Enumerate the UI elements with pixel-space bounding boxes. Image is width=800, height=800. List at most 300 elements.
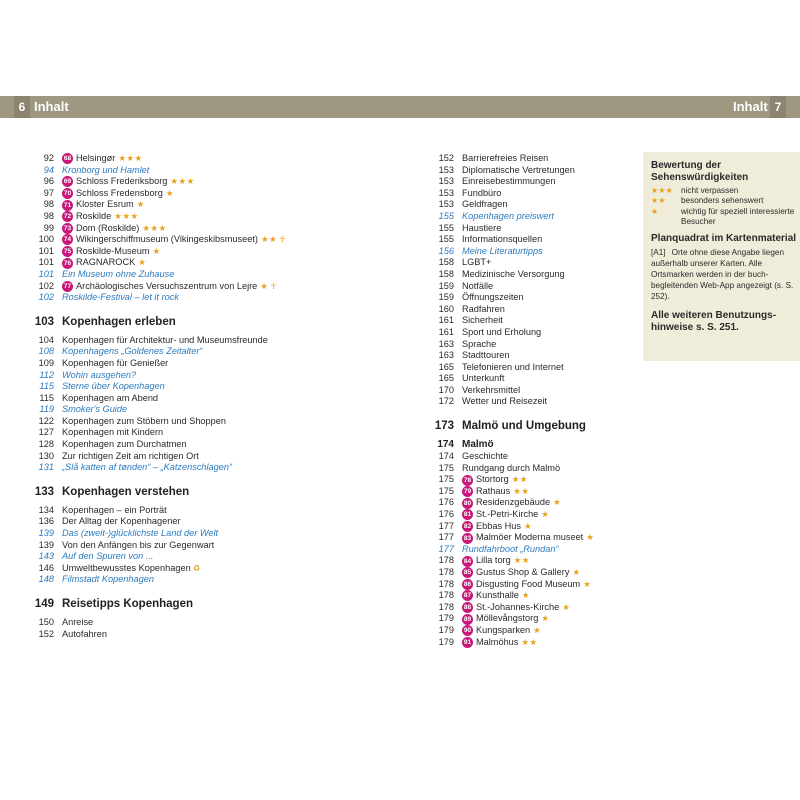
entry-content xyxy=(462,625,541,637)
entry-title: Stadttouren xyxy=(462,350,510,361)
spacer xyxy=(27,474,367,486)
sight-number-badge: 71 xyxy=(63,201,72,209)
entry-content xyxy=(62,381,165,393)
page-number: 152 xyxy=(438,153,454,163)
entry-content xyxy=(462,350,510,362)
page-number: 172 xyxy=(438,396,454,407)
toc-section-heading[interactable] xyxy=(27,598,367,612)
entry-title: Kopenhagen – ein Porträt xyxy=(62,504,167,515)
entry-title: Umweltbewusstes Kopenhagen xyxy=(62,562,191,573)
toc-entry[interactable] xyxy=(427,486,637,498)
entry-content xyxy=(462,269,565,281)
entry-title: Geldfragen xyxy=(462,199,508,210)
toc-entry[interactable] xyxy=(427,362,637,374)
toc-entry[interactable] xyxy=(27,199,367,211)
star-rating-icon: ★ xyxy=(260,280,269,291)
star-rating-icon: ★ xyxy=(541,509,550,520)
entry-title: Roskilde-Festival – let it rock xyxy=(62,292,179,303)
toc-entry[interactable] xyxy=(27,439,367,451)
entry-title: Diplomatische Vertretungen xyxy=(462,164,575,175)
page-title-left: Inhalt xyxy=(34,99,69,114)
toc-entry[interactable] xyxy=(27,629,367,641)
page-number: 176 xyxy=(438,497,454,508)
page-number: 178 xyxy=(438,555,454,566)
toc-entry[interactable] xyxy=(427,165,637,177)
page-number: 153 xyxy=(438,164,454,175)
toc-entry[interactable] xyxy=(427,373,637,385)
toc-entry[interactable] xyxy=(427,315,637,327)
toc-entry[interactable] xyxy=(427,188,637,200)
page-number: 99 xyxy=(43,222,54,233)
toc-entry[interactable] xyxy=(427,292,637,304)
sight-number-badge: 81 xyxy=(463,511,472,519)
entry-title: Kopenhagen für Architektur- und Museumsfreunde xyxy=(62,334,268,345)
star-rating-icon: ★ xyxy=(533,624,542,635)
spacer xyxy=(27,304,367,316)
page-number: 158 xyxy=(438,268,454,279)
toc-entry[interactable] xyxy=(427,555,637,567)
sight-number-badge: 86 xyxy=(463,580,472,588)
family-icon: ☥ xyxy=(270,280,277,291)
page-number: 101 xyxy=(38,268,54,279)
star-rating-icon: ★ xyxy=(136,199,145,210)
toc-entry[interactable] xyxy=(27,505,367,517)
entry-content xyxy=(62,234,286,246)
entry-title: Ebbas Hus xyxy=(476,520,521,531)
toc-entry[interactable] xyxy=(27,451,367,463)
page-number: 160 xyxy=(438,303,454,314)
page-number: 97 xyxy=(43,187,54,198)
toc-entry[interactable] xyxy=(27,528,367,540)
sight-number-badge: 82 xyxy=(463,522,472,530)
entry-content xyxy=(462,246,543,258)
entry-title: Rundgang durch Malmö xyxy=(462,462,561,473)
entry-title: RAGNAROCK xyxy=(76,257,136,268)
page-number: 98 xyxy=(43,210,54,221)
entry-content xyxy=(62,599,193,611)
toc-entry[interactable] xyxy=(427,304,637,316)
grid-label: [A1] xyxy=(651,248,666,258)
toc-entry[interactable] xyxy=(427,211,637,223)
star-rating-icon: ★ xyxy=(572,567,581,577)
entry-content xyxy=(62,540,214,552)
entry-title: Möllevångstorg xyxy=(476,613,539,624)
toc-entry[interactable] xyxy=(427,521,637,533)
page-number: 130 xyxy=(38,450,54,461)
entry-content xyxy=(462,486,529,498)
toc-section-heading[interactable] xyxy=(27,316,367,330)
entry-content xyxy=(462,257,491,269)
toc-entry[interactable] xyxy=(427,269,637,281)
toc-entry[interactable] xyxy=(27,462,367,474)
legend-text: nicht verpassen xyxy=(681,186,739,195)
entry-title: Wetter und Reisezeit xyxy=(462,396,548,407)
entry-title: Kungsparken xyxy=(476,624,531,635)
page-number: 159 xyxy=(438,292,454,303)
entry-content xyxy=(462,463,560,475)
entry-content xyxy=(462,362,564,374)
spacer xyxy=(427,408,637,420)
entry-content xyxy=(62,211,139,223)
entry-content xyxy=(62,176,195,188)
entry-title: Wohin ausgehen? xyxy=(62,369,137,380)
page-number: 163 xyxy=(438,338,454,349)
entry-title: Kunsthalle xyxy=(476,590,519,601)
entry-title: Malmöer Moderna museet xyxy=(476,532,584,543)
page-number: 155 xyxy=(438,210,454,221)
page-number: 109 xyxy=(38,357,54,368)
page-number: 128 xyxy=(38,439,54,450)
entry-content xyxy=(62,246,161,258)
toc-entry[interactable] xyxy=(427,176,637,188)
toc-entry[interactable] xyxy=(27,551,367,563)
page-number: 101 xyxy=(38,245,54,256)
entry-title: Anreise xyxy=(62,617,94,627)
entry-content xyxy=(62,269,174,281)
sight-number-badge: 84 xyxy=(463,557,472,565)
entry-title: Malmöhus xyxy=(476,636,519,647)
toc-entry[interactable] xyxy=(427,509,637,521)
toc-entry[interactable] xyxy=(27,153,367,165)
toc-entry[interactable] xyxy=(27,416,367,428)
page-number: 176 xyxy=(438,509,454,520)
toc-entry[interactable] xyxy=(427,396,637,408)
toc-entry[interactable] xyxy=(27,269,367,281)
page-number: 175 xyxy=(438,474,454,485)
star-icon: ★ xyxy=(651,206,659,216)
toc-entry[interactable] xyxy=(27,370,367,382)
entry-content xyxy=(462,509,549,521)
toc-entry[interactable] xyxy=(427,199,637,211)
page-number: 134 xyxy=(38,504,54,515)
entry-title: Medizinische Versorgung xyxy=(462,268,565,279)
entry-content xyxy=(462,451,508,463)
entry-title: Disgusting Food Museum xyxy=(476,578,581,589)
page-number: 104 xyxy=(38,334,54,345)
entry-title: Schloss Fredensborg xyxy=(76,187,163,198)
entry-content xyxy=(62,551,153,563)
sight-number-badge: 88 xyxy=(463,604,472,612)
page-number: 155 xyxy=(438,222,454,233)
toc-entry[interactable] xyxy=(427,590,637,602)
entry-title: Kopenhagen preiswert xyxy=(462,210,554,221)
entry-title: Helsingør xyxy=(76,153,116,163)
entry-content xyxy=(62,462,232,474)
toc-entry[interactable] xyxy=(427,339,637,351)
entry-content xyxy=(462,327,541,339)
page-number: 178 xyxy=(438,601,454,612)
page-number: 159 xyxy=(438,280,454,291)
page-number-left: 6 xyxy=(14,96,30,118)
toc-entry[interactable] xyxy=(27,563,367,575)
page-number: 102 xyxy=(38,292,54,303)
entry-title: Kronborg und Hamlet xyxy=(62,164,150,175)
entry-title: Stortorg xyxy=(476,474,509,485)
entry-title: Notfälle xyxy=(462,280,494,291)
sight-number-badge: 91 xyxy=(463,638,472,646)
entry-content xyxy=(62,199,145,211)
entry-title: Kopenhagen mit Kindern xyxy=(62,427,164,438)
toc-subsection-heading[interactable] xyxy=(427,439,637,451)
toc-entry[interactable] xyxy=(27,246,367,258)
page-number: 177 xyxy=(438,543,454,554)
page-number: 178 xyxy=(438,578,454,589)
sight-number-badge: 79 xyxy=(463,488,472,496)
toc-entry[interactable] xyxy=(27,574,367,586)
toc-entry[interactable] xyxy=(27,165,367,177)
toc-entry[interactable] xyxy=(427,385,637,397)
spacer xyxy=(27,586,367,598)
page-number: 148 xyxy=(38,574,54,585)
entry-title: Sprache xyxy=(462,338,497,349)
entry-title: Sport und Erholung xyxy=(462,326,542,337)
toc-entry[interactable] xyxy=(427,544,637,556)
rating-legend xyxy=(651,186,800,227)
entry-title: Dom (Roskilde) xyxy=(76,222,140,233)
toc-entry[interactable] xyxy=(27,617,367,629)
entry-title: Roskilde-Museum xyxy=(76,245,150,256)
toc-entry[interactable] xyxy=(27,381,367,393)
legend-row xyxy=(651,196,800,206)
legend-row xyxy=(651,186,800,196)
toc-entry[interactable] xyxy=(27,404,367,416)
page-number: 150 xyxy=(38,617,54,627)
page-number: 101 xyxy=(38,257,54,268)
entry-title: Archäologisches Versuchszentrum von Lejre xyxy=(76,280,258,291)
entry-title: Residenzgebäude xyxy=(476,497,551,508)
entry-title: Filmstadt Kopenhagen xyxy=(62,574,154,585)
entry-content xyxy=(462,602,570,614)
page-number: 149 xyxy=(34,598,54,611)
page-title-right: Inhalt xyxy=(733,99,768,114)
page-number: 146 xyxy=(38,562,54,573)
page-number: 177 xyxy=(438,532,454,543)
star-icon: ★★★ xyxy=(651,186,674,195)
toc-entry[interactable] xyxy=(27,223,367,235)
entry-content xyxy=(462,474,528,486)
entry-content xyxy=(62,281,277,293)
entry-title: Informationsquellen xyxy=(462,234,543,245)
entry-title: Öffnungszeiten xyxy=(462,292,524,303)
entry-title: Kopenhagen verstehen xyxy=(62,486,190,499)
star-rating-icon: ★★ xyxy=(260,234,278,245)
toc-entry[interactable] xyxy=(427,451,637,463)
toc-entry[interactable] xyxy=(427,350,637,362)
entry-title: Malmö xyxy=(462,439,494,451)
legend-heading-rating: Bewertung der Sehenswürdigkeiten xyxy=(651,160,749,183)
toc-entry[interactable] xyxy=(427,613,637,625)
entry-content xyxy=(62,574,154,586)
sight-number-badge: 72 xyxy=(63,213,72,221)
entry-title: Lilla torg xyxy=(476,555,511,566)
toc-right-column xyxy=(427,153,637,648)
toc-entry[interactable] xyxy=(27,234,367,246)
entry-content xyxy=(62,358,168,370)
toc-entry[interactable] xyxy=(27,393,367,405)
sight-number-badge: 68 xyxy=(63,155,72,163)
page-number: 153 xyxy=(438,176,454,187)
entry-title: LGBT+ xyxy=(462,257,492,268)
page-number: 133 xyxy=(34,486,54,499)
toc-entry[interactable] xyxy=(427,474,637,486)
page-number: 131 xyxy=(38,462,54,473)
page-number: 115 xyxy=(39,392,54,403)
page-number: 139 xyxy=(38,539,54,550)
toc-entry[interactable] xyxy=(27,188,367,200)
entry-content xyxy=(462,304,505,316)
toc-entry[interactable] xyxy=(427,602,637,614)
entry-content xyxy=(462,544,559,556)
page-number: 119 xyxy=(39,404,54,415)
eco-icon: ♻ xyxy=(192,562,201,573)
entry-title: Kopenhagen erleben xyxy=(62,315,176,328)
entry-content xyxy=(62,165,149,177)
page-number: 139 xyxy=(38,528,54,539)
page-number: 103 xyxy=(34,315,54,328)
page-number: 175 xyxy=(438,485,454,496)
toc-entry[interactable] xyxy=(27,516,367,528)
entry-title: Kopenhagen zum Stöbern und Shoppen xyxy=(62,415,226,426)
toc-entry[interactable] xyxy=(427,567,637,579)
page-number: 108 xyxy=(38,346,54,357)
entry-title: Haustiere xyxy=(462,222,502,233)
toc-entry[interactable] xyxy=(427,637,637,649)
entry-content xyxy=(462,234,542,246)
entry-content xyxy=(62,188,174,200)
entry-content xyxy=(462,439,494,451)
toc-entry[interactable] xyxy=(27,257,367,269)
entry-content xyxy=(462,385,520,397)
entry-title: Kopenhagen zum Durchatmen xyxy=(62,439,187,450)
sight-number-badge: 75 xyxy=(63,248,72,256)
sight-number-badge: 70 xyxy=(63,190,72,198)
entry-title: „Slå katten af tønden“ – „Katzenschlagen“ xyxy=(62,462,233,473)
toc-entry[interactable] xyxy=(427,327,637,339)
page-number: 158 xyxy=(438,257,454,268)
toc-entry[interactable] xyxy=(27,292,367,304)
entry-content xyxy=(62,370,136,382)
entry-content xyxy=(462,188,501,200)
toc-entry[interactable] xyxy=(27,540,367,552)
star-rating-icon: ★ xyxy=(138,257,147,268)
toc-entry[interactable] xyxy=(427,281,637,293)
star-rating-icon: ★★★ xyxy=(114,210,139,221)
entry-title: Auf den Spuren von ... xyxy=(62,551,154,562)
entry-content xyxy=(62,439,187,451)
page-number: 102 xyxy=(38,280,54,291)
entry-content xyxy=(462,176,555,188)
entry-content xyxy=(62,257,146,269)
page-number: 161 xyxy=(438,326,454,337)
toc-entry[interactable] xyxy=(27,427,367,439)
toc-entry[interactable] xyxy=(427,234,637,246)
entry-content xyxy=(462,339,496,351)
toc-entry[interactable] xyxy=(427,246,637,258)
sight-number-badge: 87 xyxy=(463,592,472,600)
toc-entry[interactable] xyxy=(427,532,637,544)
entry-title: Fundbüro xyxy=(462,187,502,198)
legend-heading-hints: Alle weiteren Benutzungshinweise s. S. 251. xyxy=(651,310,777,334)
star-rating-icon: ★ xyxy=(521,590,531,601)
toc-entry[interactable] xyxy=(27,176,367,188)
page-number: 152 xyxy=(38,628,54,639)
page-number: 173 xyxy=(434,420,454,433)
entry-title: Rathaus xyxy=(476,485,511,496)
toc-entry[interactable] xyxy=(427,257,637,269)
star-rating-icon: ★ xyxy=(152,245,161,256)
page-number: 165 xyxy=(438,373,454,384)
toc-entry[interactable] xyxy=(427,223,637,235)
entry-content xyxy=(62,427,163,439)
entry-content xyxy=(462,521,532,533)
toc-entry[interactable] xyxy=(27,335,367,347)
toc-entry[interactable] xyxy=(427,497,637,509)
toc-entry[interactable] xyxy=(27,346,367,358)
page-number: 165 xyxy=(438,361,454,372)
entry-content xyxy=(62,528,218,540)
entry-content xyxy=(62,317,176,329)
star-rating-icon: ★ xyxy=(553,497,562,508)
entry-title: St.-Johannes-Kirche xyxy=(476,601,560,612)
entry-content xyxy=(462,590,530,602)
star-rating-icon: ★★★ xyxy=(118,153,143,163)
entry-content xyxy=(62,505,167,517)
page-number: 156 xyxy=(438,245,454,256)
sight-number-badge: 90 xyxy=(463,627,472,635)
sight-number-badge: 77 xyxy=(63,282,72,290)
page-number: 98 xyxy=(43,199,54,210)
toc-entry[interactable] xyxy=(427,579,637,591)
legend-heading-grid: Planquadrat im Kartenmaterial xyxy=(651,233,797,245)
toc-entry[interactable] xyxy=(27,358,367,370)
page-number: 153 xyxy=(438,199,454,210)
sight-number-badge: 83 xyxy=(463,534,472,542)
star-rating-icon: ★★★ xyxy=(170,176,195,187)
toc-left-column xyxy=(27,153,367,640)
page-number: 155 xyxy=(438,234,454,245)
toc-entry[interactable] xyxy=(427,463,637,475)
page-number: 179 xyxy=(438,636,454,647)
entry-content xyxy=(462,555,530,567)
page-number: 174 xyxy=(438,451,454,462)
entry-content xyxy=(462,292,524,304)
entry-content xyxy=(462,223,501,235)
legend-text: wichtig für speziell interessierte Besucher xyxy=(681,206,795,226)
toc-entry[interactable] xyxy=(427,625,637,637)
grid-explanation xyxy=(651,247,794,302)
toc-section-heading[interactable] xyxy=(27,486,367,500)
page-number: 163 xyxy=(438,350,454,361)
star-rating-icon: ★ xyxy=(562,601,571,612)
toc-section-heading[interactable] xyxy=(427,420,637,434)
entry-content xyxy=(462,497,561,509)
page-number: 112 xyxy=(39,369,54,380)
star-rating-icon: ★★ xyxy=(513,485,530,496)
entry-content xyxy=(62,617,93,629)
page-number: 178 xyxy=(438,590,454,601)
toc-entry[interactable] xyxy=(27,281,367,293)
entry-content xyxy=(62,563,200,575)
toc-entry[interactable] xyxy=(27,211,367,223)
sight-number-badge: 85 xyxy=(463,569,472,577)
toc-entry[interactable] xyxy=(427,153,637,165)
page-number: 178 xyxy=(438,567,454,577)
page-number: 174 xyxy=(437,439,454,451)
star-rating-icon: ★ xyxy=(541,613,550,624)
page-number: 177 xyxy=(438,520,454,531)
entry-title: Einreisebestimmungen xyxy=(462,176,556,187)
entry-title: Smoker's Guide xyxy=(62,404,128,415)
